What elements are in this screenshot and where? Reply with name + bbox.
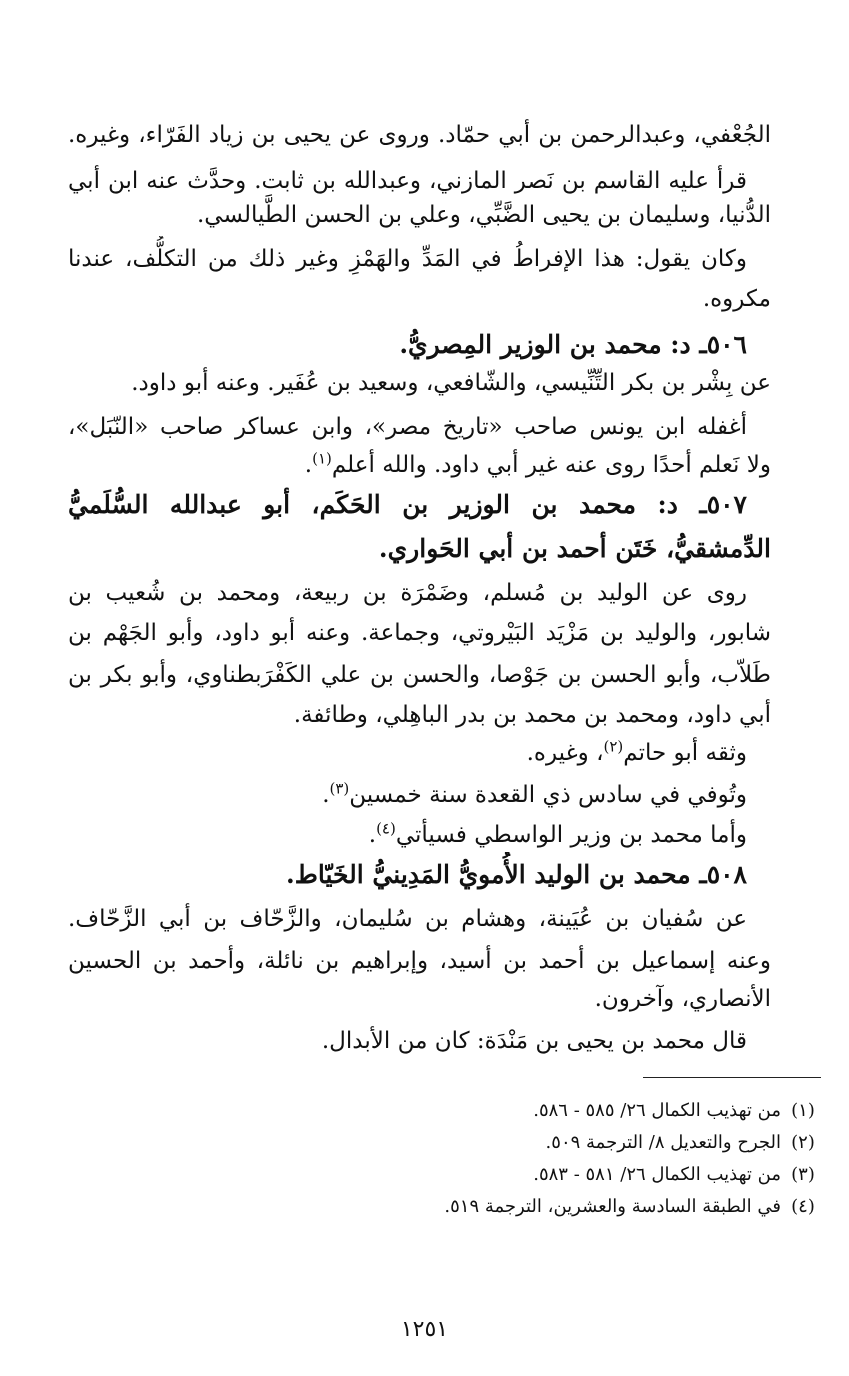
text-run: . <box>322 782 330 808</box>
text-line: عن بِشْر بن بكر التِّنِّيسي، والشّافعي، وسعيد بن عُفَير. وعنه أبو داود. <box>131 370 771 396</box>
text-run: ولا نَعلم أحدًا روى عنه غير أبي داود. والله أعلم <box>331 452 771 478</box>
text-line: أغفله ابن يونس صاحب «تاريخ مصر»، وابن عساكر صاحب «النّبَل»، <box>68 414 747 440</box>
text-line: طَلاّب، وأبو الحسن بن جَوْصا، والحسن بن علي الكَفْرَبطناوي، وأبو بكر بن <box>68 662 771 688</box>
text-run: . <box>368 822 377 848</box>
footnote-ref: (٣) <box>329 779 350 798</box>
entry-heading-506: ٥٠٦ـ د: محمد بن الوزير المِصريُّ. <box>399 330 747 359</box>
footnote <box>300 1128 825 1158</box>
footnote-text: الجرح والتعديل ٨/ الترجمة ٥٠٩. <box>545 1132 781 1153</box>
text-line: روى عن الوليد بن مُسلم، وضَمْرَة بن ربيعة، ومحمد بن شُعيب بن <box>68 580 747 606</box>
text-line: الدُّنيا، وسليمان بن يحيى الضَّبِّي، وعلي بن الحسن الطَّيالسي. <box>196 202 771 228</box>
text-line: الجُعْفي، وعبدالرحمن بن أبي حمّاد. وروى عن يحيى بن زياد الفَرّاء، وغيره. <box>68 122 771 148</box>
text-run: ، وغيره. <box>526 740 604 766</box>
footnote-text: في الطبقة السادسة والعشرين، الترجمة ٥١٩. <box>444 1196 781 1217</box>
entry-heading-508: ٥٠٨ـ محمد بن الوليد الأُمويُّ المَدِينيُّ الخَيّاط. <box>286 860 747 889</box>
text-line <box>68 730 747 776</box>
text-line: وكان يقول: هذا الإفراطُ في المَدِّ والهَمْزِ وغير ذلك من التكلُّف، عندنا <box>68 246 747 272</box>
text-line: عن سُفيان بن عُيَينة، وهشام بن سُليمان، والزَّحّاف بن أبي الزَّحّاف. <box>68 906 747 932</box>
text-run: . <box>304 452 313 478</box>
text-line: قال محمد بن يحيى بن مَنْدَة: كان من الأبدال. <box>321 1028 747 1054</box>
entry-heading-507: ٥٠٧ـ د: محمد بن الوزير بن الحَكَم، أبو عبدالله السُّلَميُّ <box>68 490 747 519</box>
footnote-ref: (٤) <box>376 819 396 838</box>
footnote <box>300 1096 825 1126</box>
text-line: وعنه إسماعيل بن أحمد بن أسيد، وإبراهيم بن نائلة، وأحمد بن الحسين <box>68 948 771 974</box>
text-line: أبي داود، ومحمد بن محمد بن بدر الباهِلي، وطائفة. <box>293 702 771 728</box>
footnote-number: (٣) <box>791 1164 815 1185</box>
footnote <box>300 1192 825 1222</box>
footnote-number: (٢) <box>791 1132 815 1153</box>
footnote-number: (١) <box>791 1100 815 1121</box>
footnote-separator <box>643 1077 821 1078</box>
footnote-ref: (١) <box>312 449 332 468</box>
footnote-text: من تهذيب الكمال ٢٦/ ٥٨١ - ٥٨٣. <box>533 1164 781 1185</box>
footnote-ref: (٢) <box>603 737 624 756</box>
entry-heading-507-cont: الدِّمشقيُّ، خَتَن أحمد بن أبي الحَواري. <box>378 534 771 563</box>
page-number: ١٢٥١ <box>400 1317 449 1342</box>
text-run: وثقه أبو حاتم <box>623 740 747 766</box>
text-line: شابور، والوليد بن مَزْيَد البَيْروتي، وجماعة. وعنه أبو داود، وأبو الجَهْم بن <box>68 620 771 646</box>
text-line: مكروه. <box>702 286 771 312</box>
text-run: وأما محمد بن وزير الواسطي فسيأتي <box>395 822 747 848</box>
footnote-text: من تهذيب الكمال ٢٦/ ٥٨٥ - ٥٨٦. <box>533 1100 781 1121</box>
text-line: الأنصاري، وآخرون. <box>594 986 771 1012</box>
text-run: وتُوفي في سادس ذي القعدة سنة خمسين <box>349 782 747 808</box>
text-line: قرأ عليه القاسم بن نَصر المازني، وعبدالله بن ثابت. وحدَّث عنه ابن أبي <box>68 168 747 194</box>
footnote <box>300 1160 825 1190</box>
footnote-number: (٤) <box>791 1196 815 1217</box>
